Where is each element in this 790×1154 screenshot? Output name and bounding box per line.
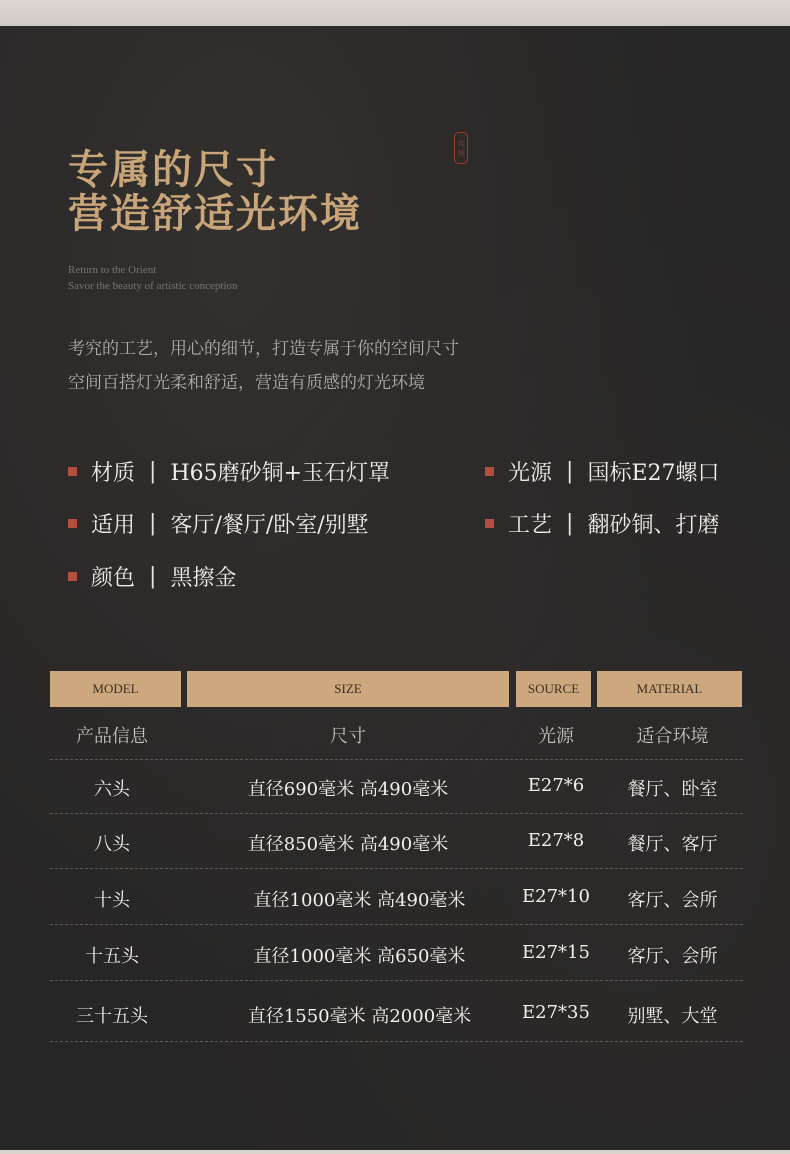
row-environment: 餐厅、卧室 — [627, 779, 718, 800]
spec-value: 黑擦金 — [170, 566, 237, 591]
spec-craft — [485, 508, 719, 539]
row-size: 直径1550毫米 高2000毫米 — [247, 1006, 472, 1027]
spec-value: H65磨砂铜+玉石灯罩 — [170, 461, 391, 486]
subheader-environment: 适合环境 — [636, 726, 709, 747]
english-line-2: Savor the beauty of artistic conception — [68, 280, 238, 292]
row-divider — [50, 868, 743, 869]
spec-separator: | — [149, 564, 157, 589]
top-strip — [0, 0, 790, 26]
spec-key: 光源 — [508, 461, 553, 486]
spec-separator: | — [149, 459, 157, 484]
spec-key: 材质 — [91, 461, 136, 486]
row-size: 直径1000毫米 高650毫米 — [253, 946, 466, 967]
heading-line-1: 专属的尺寸 — [68, 146, 278, 193]
bullet-icon — [68, 467, 77, 476]
row-model: 三十五头 — [76, 1006, 148, 1027]
bullet-icon — [485, 519, 494, 528]
row-source: E27*15 — [522, 942, 590, 963]
row-model: 八头 — [94, 834, 130, 855]
spec-key: 工艺 — [508, 513, 553, 538]
row-size: 直径690毫米 高490毫米 — [247, 779, 449, 800]
header-source: SOURCE — [516, 671, 591, 707]
header-size: SIZE — [187, 671, 509, 707]
row-size: 直径850毫米 高490毫米 — [247, 834, 449, 855]
description-line-2: 空间百搭灯光柔和舒适，营造有质感的灯光环境 — [68, 373, 425, 393]
spec-separator: | — [566, 459, 574, 484]
header-material: MATERIAL — [597, 671, 742, 707]
spec-value: 翻砂铜、打磨 — [587, 513, 720, 538]
header-model: MODEL — [50, 671, 181, 707]
english-line-1: Return to the Orient — [68, 264, 157, 276]
spec-color — [68, 561, 236, 592]
row-source: E27*10 — [522, 886, 590, 907]
subheader-model: 产品信息 — [76, 726, 148, 747]
spec-light-source — [485, 456, 720, 487]
bottom-strip — [0, 1150, 790, 1154]
seal-text: 传 统 — [457, 139, 466, 157]
description-line-1: 考究的工艺，用心的细节，打造专属于你的空间尺寸 — [68, 339, 459, 359]
spec-usage — [68, 508, 369, 539]
spec-material — [68, 456, 390, 487]
row-source: E27*6 — [527, 775, 585, 796]
row-divider — [50, 813, 743, 814]
spec-separator: | — [149, 511, 157, 536]
row-size: 直径1000毫米 高490毫米 — [253, 890, 466, 911]
row-model: 十头 — [94, 890, 130, 911]
bullet-icon — [68, 572, 77, 581]
subheader-size: 尺寸 — [330, 726, 366, 747]
spec-key: 适用 — [91, 513, 136, 538]
row-source: E27*35 — [522, 1002, 590, 1023]
bullet-icon — [68, 519, 77, 528]
row-divider — [50, 924, 743, 925]
row-environment: 客厅、会所 — [627, 890, 718, 911]
spec-value: 客厅/餐厅/卧室/别墅 — [170, 513, 369, 538]
row-model: 十五头 — [85, 946, 139, 967]
row-divider — [50, 759, 743, 760]
heading-line-2: 营造舒适光环境 — [68, 190, 362, 237]
bullet-icon — [485, 467, 494, 476]
spec-separator: | — [566, 511, 574, 536]
row-model: 六头 — [94, 779, 130, 800]
row-environment: 餐厅、客厅 — [627, 834, 718, 855]
row-divider — [50, 1041, 743, 1042]
seal-stamp — [454, 132, 468, 164]
spec-value: 国标E27螺口 — [587, 461, 720, 486]
row-environment: 别墅、大堂 — [627, 1006, 718, 1027]
row-environment: 客厅、会所 — [627, 946, 718, 967]
spec-key: 颜色 — [91, 566, 136, 591]
row-divider — [50, 980, 743, 981]
subheader-source: 光源 — [538, 726, 574, 747]
row-source: E27*8 — [527, 830, 585, 851]
